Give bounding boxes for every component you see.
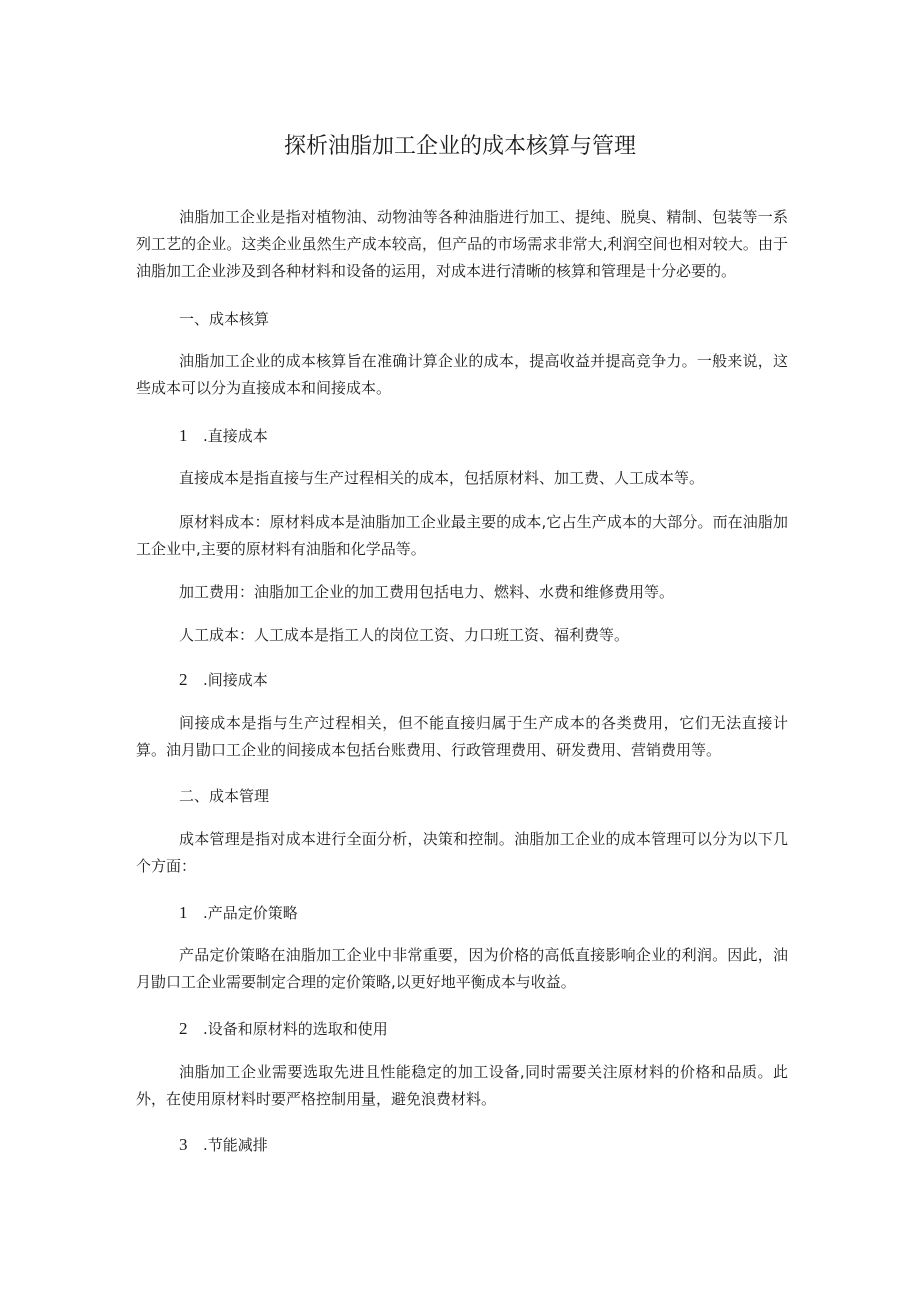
cost-accounting-paragraph: 油脂加工企业的成本核算旨在准确计算企业的成本，提高收益并提高竞争力。一般来说，这些成本可以分为直接成本和间接成本。 [136,352,788,397]
intro-paragraph: 油脂加工企业是指对植物油、动物油等各种油脂进行加工、提纯、脱臭、精制、包装等一系列工艺的企业。这类企业虽然生产成本较高，但产品的市场需求非常大,利润空间也相对较大。由于油脂加工企业涉及到各种材料和设备的运用，对成本进行清晰的核算和管理是十分必要的。 [136,208,788,280]
item-number: 1 [179,903,188,922]
processing-cost-paragraph: 加工费用：油脂加工企业的加工费用包括电力、燃料、水费和维修费用等。 [179,583,675,601]
pricing-strategy-paragraph: 产品定价策略在油脂加工企业中非常重要，因为价格的高低直接影响企业的利润。因此，油月勖口工企业需要制定合理的定价策略,以更好地平衡成本与收益。 [136,946,788,991]
subheading-energy-saving [179,1131,268,1159]
direct-cost-paragraph: 直接成本是指直接与生产过程相关的成本，包括原材料、加工费、人工成本等。 [179,469,705,487]
cost-management-paragraph: 成本管理是指对成本进行全面分析，决策和控制。油脂加工企业的成本管理可以分为以下几个方面： [136,830,788,875]
subheading-equipment-materials [179,1015,388,1043]
equipment-materials-paragraph: 油脂加工企业需要选取先进且性能稳定的加工设备,同时需要关注原材料的价格和品质。此外，在使用原材料时要严格控制用量，避免浪费材料。 [136,1063,788,1108]
subheading-label: .直接成本 [203,427,268,445]
item-number: 2 [179,1019,188,1038]
labor-cost-paragraph: 人工成本：人工成本是指工人的岗位工资、力口班工资、福利费等。 [179,626,630,644]
subheading-pricing-strategy [179,899,298,927]
subheading-direct-cost [179,422,268,450]
raw-material-cost-paragraph: 原材料成本：原材料成本是油脂加工企业最主要的成本,它占生产成本的大部分。而在油脂加工企业中,主要的原材料有油脂和化学品等。 [136,513,788,558]
subheading-label: .节能减排 [203,1136,268,1154]
item-number: 1 [179,426,188,445]
section-heading-cost-accounting: 一、成本核算 [179,310,270,328]
indirect-cost-paragraph: 间接成本是指与生产过程相关，但不能直接归属于生产成本的各类费用，它们无法直接计算。油月勖口工企业的间接成本包括台账费用、行政管理费用、研发费用、营销费用等。 [136,714,788,759]
subheading-label: .设备和原材料的选取和使用 [203,1020,388,1038]
subheading-label: .间接成本 [203,671,268,689]
section-heading-cost-management: 二、成本管理 [179,787,270,805]
subheading-label: .产品定价策略 [203,904,298,922]
subheading-indirect-cost [179,666,268,694]
document-title: 探析油脂加工企业的成本核算与管理 [283,134,636,159]
item-number: 2 [179,670,188,689]
item-number: 3 [179,1135,188,1154]
